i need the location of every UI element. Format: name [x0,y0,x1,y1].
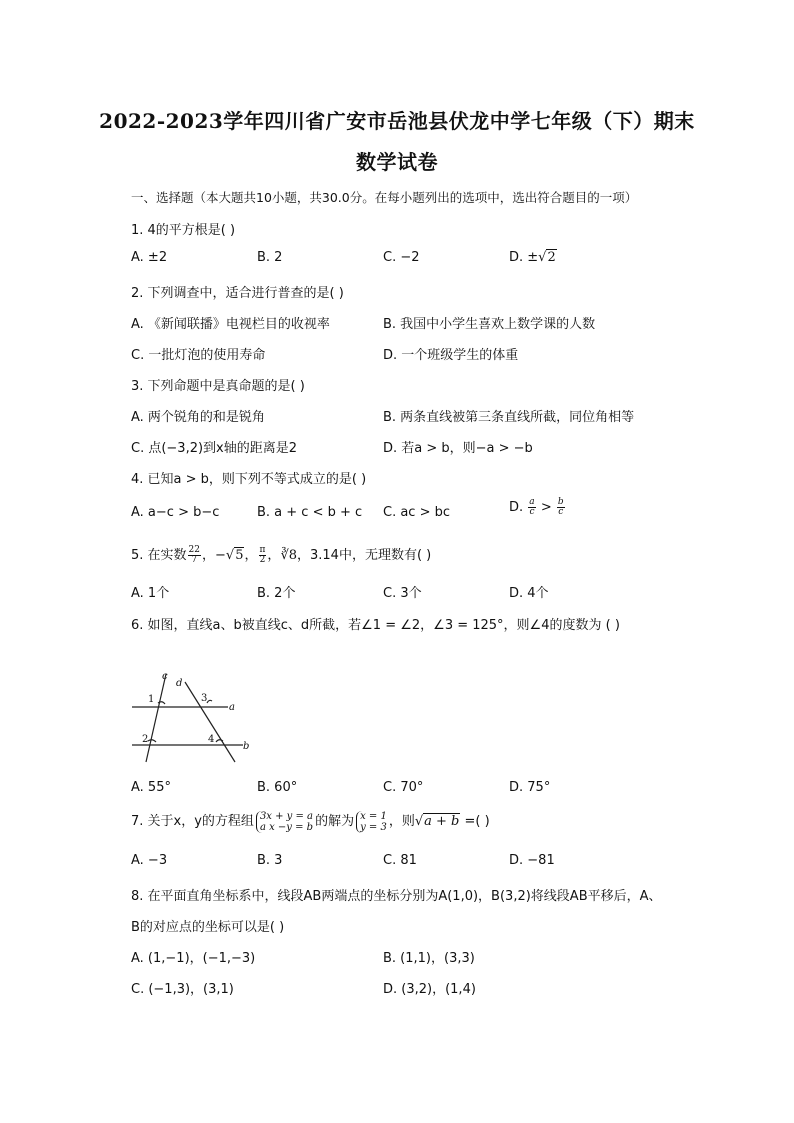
label-d: d [176,678,183,689]
question-2-option-b: B. 我国中小学生喜欢上数学课的人数 [383,317,596,332]
question-1-stem: 1. 4的平方根是( ) [131,223,236,238]
q5-text-e: ，3.14中，无理数有( ) [297,548,432,563]
q5-text-d: ， [267,548,281,563]
question-7-option-a: A. −3 [131,853,168,868]
question-3-option-b: B. 两条直线被第三条直线所截，同位角相等 [383,410,635,425]
label-c: c [162,671,168,682]
sqrt-symbol: √ [225,548,235,563]
question-5-option-b: B. 2个 [257,586,296,601]
question-7-option-b: B. 3 [257,853,283,868]
sqrt-symbol: √ [414,814,424,829]
question-8-option-c: C. (−1,3)，(3,1) [131,982,234,997]
angle-label-4: 4 [208,734,215,745]
q7-text-d: =( ) [460,814,490,829]
question-1-option-a: A. ±2 [131,250,168,265]
q7-text-b: 的解为 [315,814,355,829]
question-8-option-a: A. (1,−1)，(−1,−3) [131,951,256,966]
question-2-option-d: D. 一个班级学生的体重 [383,348,519,363]
question-6-stem: 6. 如图，直线a、b被直线c、d所截，若∠1 = ∠2，∠3 = 125°，则∠4的度数为 ( ) [131,618,620,633]
q4-d-operator: > [540,500,552,515]
q4-d-prefix: D. [509,500,524,515]
question-4-option-a: A. a−c > b−c [131,505,220,520]
question-3-stem: 3. 下列命题中是真命题的是( ) [131,379,305,394]
question-2-option-a: A. 《新闻联播》电视栏目的收视率 [131,317,330,332]
question-4-stem: 4. 已知a > b，则下列不等式成立的是( ) [131,472,367,487]
q5-fraction-22-7: $\frac{22}{7}$ [188,545,200,565]
question-4-option-c: C. ac > bc [383,505,451,520]
exam-title-line2: 数学试卷 [356,150,438,174]
q5-text-c: ， [244,548,258,563]
question-5-option-d: D. 4个 [509,586,549,601]
q7-text-c: ，则 [388,814,415,829]
question-5-option-a: A. 1个 [131,586,170,601]
q5-text-a: 5. 在实数 [131,548,187,563]
q1-d-radicand: 2 [547,250,556,265]
question-6-option-b: B. 60° [257,780,298,795]
question-7-stem [131,810,490,833]
q7-solution-system: x = 1 y = 3 [356,811,387,833]
question-3-option-d: D. 若a > b，则−a > −b [383,441,533,456]
question-1-option-d [509,250,557,265]
q7-radicand: a + b [424,814,460,829]
question-5-option-c: C. 3个 [383,586,422,601]
question-1-option-c: C. −2 [383,250,420,265]
angle-2-arc [148,740,156,742]
angle-label-1: 1 [148,694,155,705]
question-2-option-c: C. 一批灯泡的使用寿命 [131,348,266,363]
label-a: a [229,702,235,713]
question-5-stem [131,544,431,565]
question-6-option-d: D. 75° [509,780,551,795]
section-heading: 一、选择题（本大题共10小题，共30.0分。在每小题列出的选项中，选出符合题目的一项） [131,190,638,205]
question-2-stem: 2. 下列调查中，适合进行普查的是( ) [131,286,344,301]
q4-d-fraction-left: $\frac{a}{c}$ [529,497,535,517]
q5-text-b: ，− [202,548,226,563]
question-7-option-d: D. −81 [509,853,555,868]
angle-label-2: 2 [142,734,149,745]
question-4-option-d [509,498,566,517]
question-8-option-d: D. (3,2)，(1,4) [383,982,476,997]
q4-d-fraction-right: $\frac{b}{c}$ [557,497,564,517]
sqrt-symbol: √ [538,250,547,265]
question-8-stem-line2: B的对应点的坐标可以是( ) [131,920,285,935]
question-6-option-a: A. 55° [131,780,171,795]
q7-equation-system: 3x + y = a a x −y = b [256,811,313,833]
q7-text-a: 7. 关于x，y的方程组 [131,814,254,829]
exam-title-line1: 2022-2023学年四川省广安市岳池县伏龙中学七年级（下）期末 [99,109,695,133]
q1-d-prefix: D. ± [509,250,539,265]
question-7-option-c: C. 81 [383,853,417,868]
question-6-option-c: C. 70° [383,780,424,795]
question-4-option-b: B. a + c < b + c [257,505,363,520]
angle-label-3: 3 [201,693,208,704]
line-d [185,682,235,762]
label-b: b [243,741,250,752]
parallel-lines-figure [128,670,253,768]
q5-cube-root: ∛8 [280,548,297,563]
line-c [146,674,166,762]
q5-radicand: 5 [235,548,244,563]
q5-fraction-pi-2: $\frac{\pi}{2}$ [259,545,266,565]
question-8-stem-line1: 8. 在平面直角坐标系中，线段AB两端点的坐标分别为A(1,0)，B(3,2)将线段AB平移后，A、 [131,889,662,904]
question-3-option-a: A. 两个锐角的和是锐角 [131,410,265,425]
question-3-option-c: C. 点(−3,2)到x轴的距离是2 [131,441,298,456]
question-8-option-b: B. (1,1)，(3,3) [383,951,475,966]
angle-3-arc [207,700,212,703]
question-1-option-b: B. 2 [257,250,283,265]
